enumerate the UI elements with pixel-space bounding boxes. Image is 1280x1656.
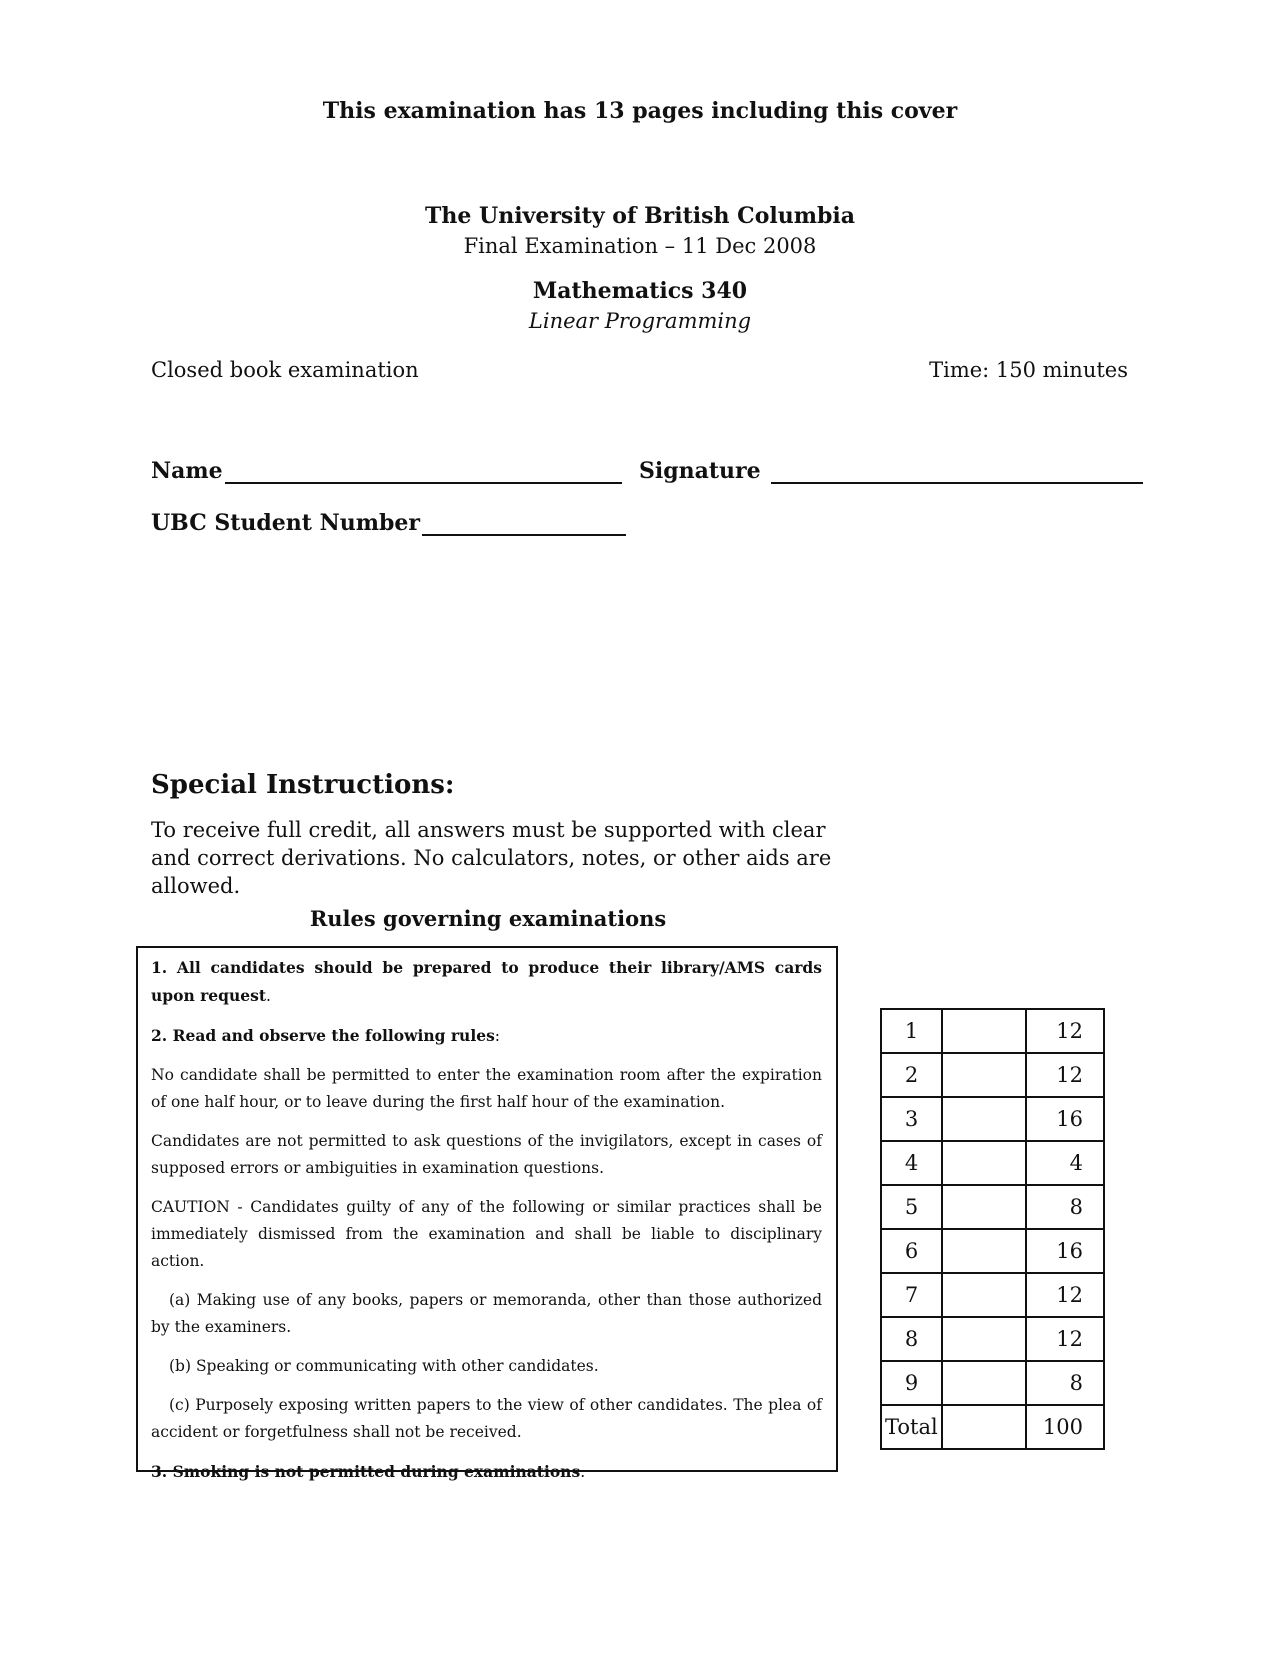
question-points: 8 xyxy=(1026,1185,1104,1229)
rule-caution: CAUTION - Candidates guilty of any of the following or similar practices shall be immediately dismissed from the examination and shall be liable to disciplinary action. xyxy=(151,1198,822,1270)
question-points: 12 xyxy=(1026,1009,1104,1053)
rule-item-b: (b) Speaking or communicating with other candidates. xyxy=(169,1357,599,1375)
total-row xyxy=(881,1405,1104,1449)
total-label: Total xyxy=(881,1405,942,1449)
table-row xyxy=(881,1185,1104,1229)
question-number: 4 xyxy=(881,1141,942,1185)
rule-1-text: 1. All candidates should be prepared to produce their library/AMS cards upon request xyxy=(151,958,822,1005)
score-cell[interactable] xyxy=(942,1273,1026,1317)
closed-book-note: Closed book examination xyxy=(151,358,419,382)
rule-2: 2. Read and observe the following rules: xyxy=(151,1026,501,1045)
score-cell[interactable] xyxy=(942,1053,1026,1097)
rules-title: Rules governing examinations xyxy=(309,906,667,931)
question-points: 4 xyxy=(1026,1141,1104,1185)
table-row xyxy=(881,1009,1104,1053)
score-cell[interactable] xyxy=(942,1185,1026,1229)
name-blank[interactable] xyxy=(225,462,622,484)
signature-blank[interactable] xyxy=(771,462,1143,484)
table-row xyxy=(881,1273,1104,1317)
score-cell[interactable] xyxy=(942,1229,1026,1273)
question-number: 1 xyxy=(881,1009,942,1053)
rule-3: 3. Smoking is not permitted during examinations. xyxy=(151,1462,586,1481)
total-points: 100 xyxy=(1026,1405,1104,1449)
signature-label: Signature xyxy=(639,458,761,484)
exam-date: Final Examination – 11 Dec 2008 xyxy=(463,234,817,258)
question-number: 8 xyxy=(881,1317,942,1361)
question-points: 12 xyxy=(1026,1317,1104,1361)
question-number: 9 xyxy=(881,1361,942,1405)
student-number-blank[interactable] xyxy=(422,514,626,536)
rules-box xyxy=(136,946,838,1481)
table-row xyxy=(881,1141,1104,1185)
question-points: 16 xyxy=(1026,1097,1104,1141)
question-points: 12 xyxy=(1026,1273,1104,1317)
total-score-cell[interactable] xyxy=(942,1405,1026,1449)
question-number: 3 xyxy=(881,1097,942,1141)
rule-item-a: (a) Making use of any books, papers or memoranda, other than those authorized by the examiners. xyxy=(151,1291,822,1336)
signature-field[interactable] xyxy=(639,458,1143,484)
score-cell[interactable] xyxy=(942,1097,1026,1141)
rule-questions: Candidates are not permitted to ask questions of the invigilators, except in cases of supposed errors or ambiguities in examination questions. xyxy=(151,1132,822,1177)
special-instructions-text: To receive full credit, all answers must be supported with clear and correct derivations. No calculators, notes, or other aids are allowed. xyxy=(151,818,832,898)
page-count-note: This examination has 13 pages including this cover xyxy=(322,98,958,124)
course-subtitle: Linear Programming xyxy=(528,309,752,333)
question-points: 16 xyxy=(1026,1229,1104,1273)
question-number: 5 xyxy=(881,1185,942,1229)
university-name: The University of British Columbia xyxy=(425,203,855,229)
score-cell[interactable] xyxy=(942,1009,1026,1053)
table-row xyxy=(881,1053,1104,1097)
student-number-label: UBC Student Number xyxy=(151,510,420,536)
question-number: 6 xyxy=(881,1229,942,1273)
time-limit: Time: 150 minutes xyxy=(929,358,1128,382)
student-number-field[interactable] xyxy=(151,510,626,536)
score-cell[interactable] xyxy=(942,1141,1026,1185)
score-cell[interactable] xyxy=(942,1317,1026,1361)
score-cell[interactable] xyxy=(942,1361,1026,1405)
table-row xyxy=(881,1097,1104,1141)
question-number: 7 xyxy=(881,1273,942,1317)
question-points: 12 xyxy=(1026,1053,1104,1097)
score-table xyxy=(880,1008,1105,1450)
special-instructions-title: Special Instructions: xyxy=(151,770,455,800)
rule-1: 1. All candidates should be prepared to produce their library/AMS cards upon request. xyxy=(151,958,822,1005)
name-field[interactable] xyxy=(151,458,622,484)
rule-2-text: 2. Read and observe the following rules xyxy=(151,1026,495,1045)
table-row xyxy=(881,1317,1104,1361)
table-row xyxy=(881,1229,1104,1273)
course-title: Mathematics 340 xyxy=(532,278,748,304)
rule-item-c: (c) Purposely exposing written papers to the view of other candidates. The plea of accident or forgetfulness shall not be received. xyxy=(151,1396,822,1441)
name-label: Name xyxy=(151,458,223,484)
rule-late-entry: No candidate shall be permitted to enter the examination room after the expiration of one half hour, or to leave during the first half hour of the examination. xyxy=(151,1066,822,1111)
question-points: 8 xyxy=(1026,1361,1104,1405)
table-row xyxy=(881,1361,1104,1405)
rule-3-text: 3. Smoking is not permitted during examinations xyxy=(151,1462,581,1481)
question-number: 2 xyxy=(881,1053,942,1097)
